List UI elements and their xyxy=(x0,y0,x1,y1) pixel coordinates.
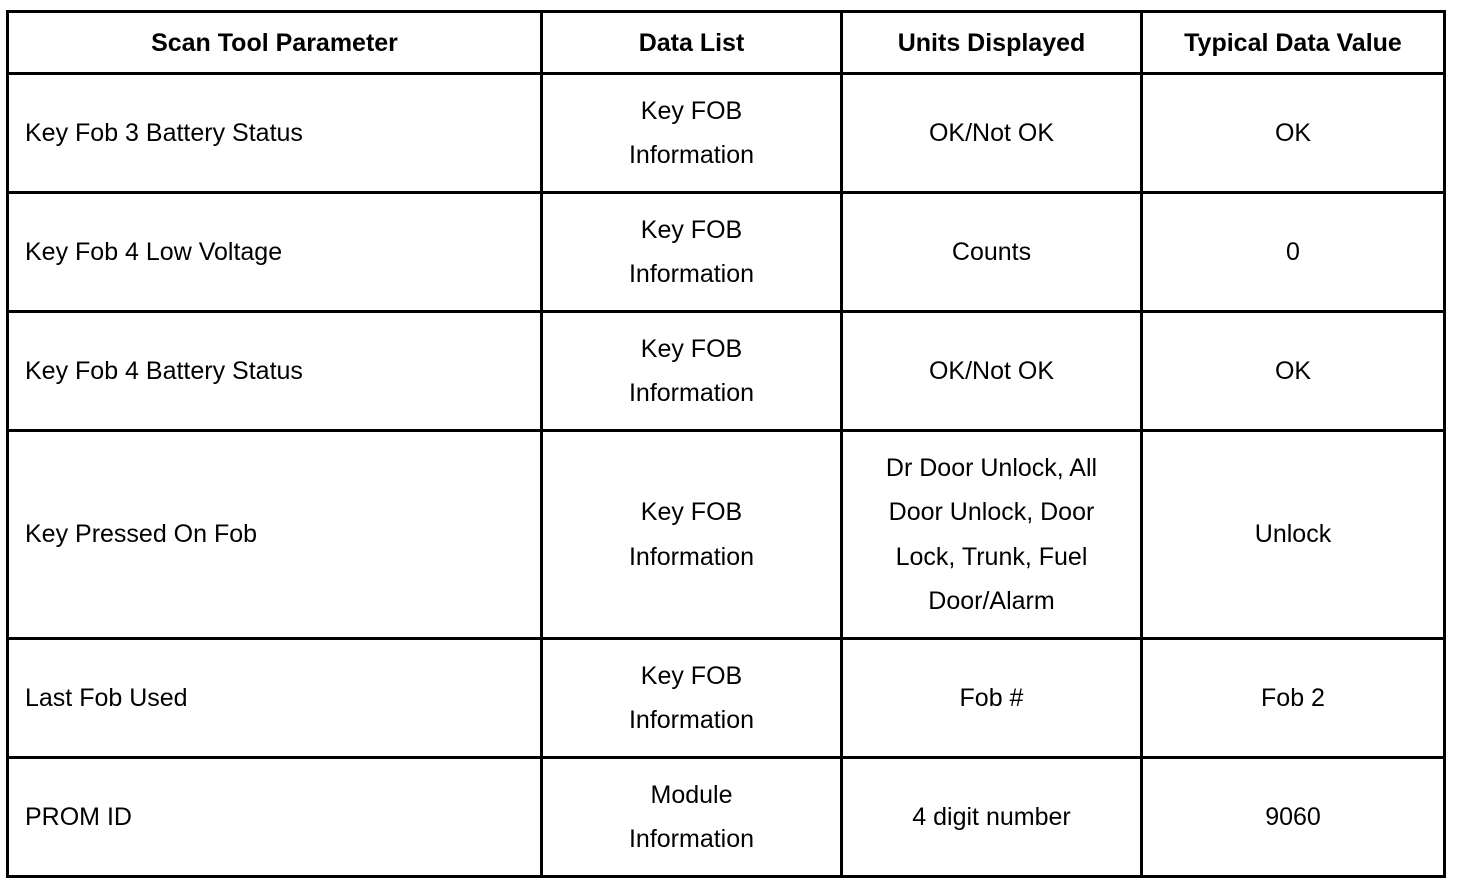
data-list-text: Key FOB Information xyxy=(628,661,755,734)
data-list-text: Key FOB Information xyxy=(628,334,755,407)
data-list-cell xyxy=(542,193,842,312)
units-text: Dr Door Unlock, All Door Unlock, Door Lock, Trunk, Fuel Door/Alarm xyxy=(885,453,1098,615)
table-row xyxy=(8,312,1445,431)
units-text: OK/Not OK xyxy=(928,118,1055,147)
data-list-cell xyxy=(542,758,842,877)
data-list-cell xyxy=(542,312,842,431)
header-typical-data-value: Typical Data Value xyxy=(1142,12,1445,74)
typical-value-cell: 9060 xyxy=(1142,758,1445,877)
table-row xyxy=(8,193,1445,312)
units-text: OK/Not OK xyxy=(928,356,1055,385)
data-list-text: Key FOB Information xyxy=(628,215,755,288)
parameter-cell: Key Pressed On Fob xyxy=(8,431,542,639)
typical-value-cell: Unlock xyxy=(1142,431,1445,639)
data-list-cell xyxy=(542,431,842,639)
units-text: Counts xyxy=(951,237,1032,266)
parameter-cell: Key Fob 4 Battery Status xyxy=(8,312,542,431)
typical-value-cell: 0 xyxy=(1142,193,1445,312)
table-row xyxy=(8,758,1445,877)
header-row xyxy=(8,12,1445,74)
scan-tool-data-table xyxy=(6,10,1446,878)
units-cell xyxy=(842,758,1142,877)
parameter-cell: Last Fob Used xyxy=(8,639,542,758)
table-row xyxy=(8,431,1445,639)
data-list-cell xyxy=(542,639,842,758)
parameter-cell: Key Fob 3 Battery Status xyxy=(8,74,542,193)
units-cell xyxy=(842,74,1142,193)
data-list-cell xyxy=(542,74,842,193)
typical-value-cell: Fob 2 xyxy=(1142,639,1445,758)
table-row xyxy=(8,639,1445,758)
units-cell xyxy=(842,431,1142,639)
units-text: 4 digit number xyxy=(912,802,1071,831)
units-text: Fob # xyxy=(959,683,1024,712)
parameter-cell: PROM ID xyxy=(8,758,542,877)
parameter-cell: Key Fob 4 Low Voltage xyxy=(8,193,542,312)
data-list-text: Module Information xyxy=(628,780,755,853)
table-row xyxy=(8,74,1445,193)
header-units-displayed: Units Displayed xyxy=(842,12,1142,74)
typical-value-cell: OK xyxy=(1142,74,1445,193)
units-cell xyxy=(842,193,1142,312)
data-list-text: Key FOB Information xyxy=(628,498,755,571)
header-data-list: Data List xyxy=(542,12,842,74)
units-cell xyxy=(842,639,1142,758)
units-cell xyxy=(842,312,1142,431)
data-list-text: Key FOB Information xyxy=(628,96,755,169)
header-scan-tool-parameter: Scan Tool Parameter xyxy=(8,12,542,74)
typical-value-cell: OK xyxy=(1142,312,1445,431)
